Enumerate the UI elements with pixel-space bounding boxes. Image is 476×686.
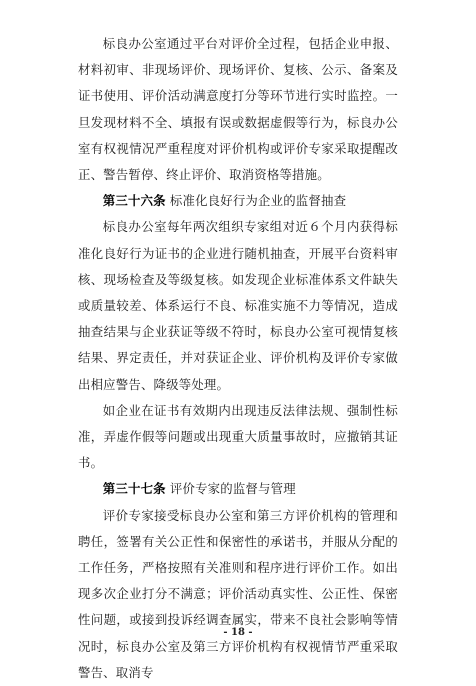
- paragraph-monitoring: 标良办公室通过平台对评价全过程，包括企业申报、材料初审、非现场评价、现场评价、复核、公示、备案及证书使用、评价活动满意度打分等环节进行实时监控。一旦发现材料不全、填报有误或数据虚假等行为，标良办公室有权视情况严重程度对评价机构或评价专家采取提醒改正、警告暂停、终止评价、取消资格等措施。: [78, 36, 398, 183]
- article-number: 第三十七条: [102, 481, 166, 497]
- article-37-heading: [78, 476, 398, 502]
- paragraph-revocation: 如企业在证书有效期内出现违反法律法规、强制性标准，弄虚作假等问题或出现重大质量事故时，应撤销其证书。: [78, 402, 398, 471]
- paragraph-spot-check: 标良办公室每年两次组织专家组对近６个月内获得标准化良好行为证书的企业进行随机抽查，开展平台资料审核、现场检查及等级复核。如发现企业标准体系文件缺失或质量较差、体系运行不良、标准实施不力等情况，造成抽查结果与企业获证等级不符时，标良办公室可视情复核结果、界定责任，并对获证企业、评价机构及评价专家做出相应警告、降级等处理。: [78, 219, 398, 392]
- paragraph-expert-management: 评价专家接受标良办公室和第三方评价机构的管理和聘任，签署有关公正性和保密性的承诺书，并服从分配的工作任务，严格按照有关准则和程序进行评价工作。如出现多次企业打分不满意；评价活动真实性、公正性、保密性问题，或接到投诉经调查属实，带来不良社会影响等情况时，标良办公室及第三方评价机构有权视情节严重采取警告、取消专: [78, 507, 398, 680]
- article-title: 评价专家的监督与管理: [169, 481, 296, 497]
- page-number: - 18 -: [223, 627, 253, 638]
- article-36-heading: [78, 188, 398, 214]
- article-number: 第三十六条: [102, 193, 166, 209]
- article-title: 标准化良好行为企业的监督抽查: [169, 193, 347, 209]
